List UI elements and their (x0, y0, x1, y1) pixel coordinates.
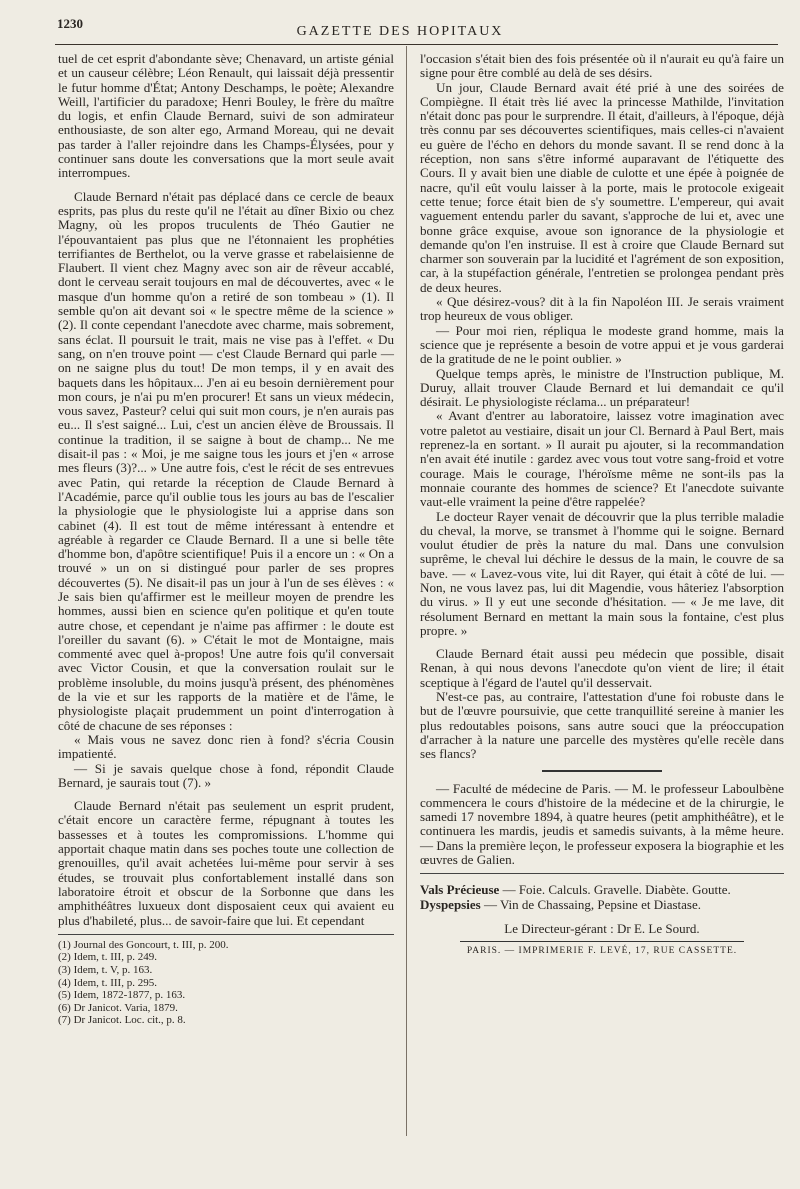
paragraph: Quelque temps après, le ministre de l'Instruction publique, M. Duruy, allait trouver Claude Bernard et lui demandait ce qu'il désirait. Le physiologiste réclama... un préparateur! (420, 365, 784, 410)
header-rule (55, 44, 778, 45)
paragraph: Claude Bernard n'était pas déplacé dans ce cercle de beaux esprits, pas plus du reste qu'il ne l'était au dîner Bixio ou chez Magny, où les propos truculents de Théo Gautier ne l'épouvantaient pas plus que ne l'étonnaient les prophéties terrifiantes de Berthelot, ou la verve grasse et rabelaisienne de Flaubert. Il vient chez Magny avec son air de rêveur accablé, dont le cerveau serait toujours en mal de découvertes, avec « le masque d'un homme qu'on a retiré de son tombeau » (1). Il semble qu'on ait devant soi « le spectre même de la science » (2). Il conte cependant l'anecdote avec charme, mais sobrement, sans éclat. Il poursuit le trait, mais ne vise pas à l'effet. « Du sang, on n'en trouve point — c'est Claude Bernard qui parle — on ne saigne plus du tout! De mon temps, il y en avait des baquets dans les hôpitaux... J'en ai eu besoin dernièrement pour mon cours, je n'ai pu m'en procurer! Et sans un vieux médecin, vous savez, Pasteur? celui qui suit mon cours, je n'en aurais pas eu... Il s'est saigné... Lui, c'est un ancien élève de Broussais. Il continue la tradition, il se saigne à bout de champ... Ne me disait-il pas : « Moi, je me saigne tous les jours et j'en « arrose mes fleurs (3)?... » Une autre fois, c'est le récit de ses entrevues avec Patin, qui retarde la réception de Claude Bernard à l'Académie, parce qu'il oublie tous les jours au bas de l'escalier la physiologie que le physiologiste lui a apprise dans son cabinet (4). Il est tout de même intéressant à entendre et agréable à regarder ce Claude Bernard. Il a une si belle tête d'homme bon, d'apôtre scientifique! Puis il a encore un : « On a trouvé » un on si distingué pour parler de ses propres découvertes (5). Ne disait-il pas un jour à l'un de ses élèves : « Je sais bien qu'affirmer est le meilleur moyen de prendre les hommes, aussi bien en science qu'en politique et qu'en toute autre chose, et cependant je n'aime pas affirmer : le doute est l'oreiller du savant (6). » C'était le mot de Montaigne, mais commenté avec quel à-propos! Une autre fois qu'il conversait avec Victor Cousin, et que la conversation roulait sur le problème insoluble, du moins jusqu'à présent, des phénomènes de la vie et sur les rapports de la matière et de l'âme, le physiologiste plaçait prudemment un point d'interrogation à côté de chacune de ses réponses : (58, 188, 394, 733)
printer-rule (460, 941, 744, 942)
advertisement (420, 882, 784, 912)
ad-text: — Vin de Chassaing, Pepsine et Diastase. (480, 897, 701, 913)
paragraph: « Avant d'entrer au laboratoire, laissez votre imagination avec votre paletot au vestiaire, disait un jour Cl. Bernard à Paul Bert, mais reprenez-la en sortant. » Il aurait pu ajouter, si la recommandation n'en avait été inutile : gardez avec vous tout votre sang-froid et votre courage. Mais le courage, l'héroïsme même ne sont-ils pas la monnaie courante des hommes de science? Et l'anecdote suivante vaut-elle vraiment la peine d'être rappelée? (420, 408, 784, 510)
paragraph: l'occasion s'était bien des fois présentée où il n'aurait eu qu'à faire un signe pour être comblé au delà de ses désirs. (420, 51, 784, 81)
ad-brand: Dyspepsies (420, 897, 481, 913)
footnote: (3) Idem, t. V, p. 163. (58, 964, 153, 976)
paragraph: Un jour, Claude Bernard avait été prié à une des soirées de Compiègne. Il était très lié avec la princesse Mathilde, l'invitation n'était donc pas pour le surprendre. Il était, d'ailleurs, à l'époque, déjà très connu par ses découvertes scientifiques, mais celles-ci n'avaient eu guère de l'écho en dehors du monde savant. Il se rend donc à la réception, non sans s'être informé auparavant de l'étiquette des Cours. Il y avait bien une diable de culotte et une épée à poignée de nacre, qu'il eût voulu laisser à la porte, mais le protocole exigeait cette tenue; force était bien de s'y soumettre. L'empereur, qui avait vaguement entendu parler du savant, s'approche de lui et, avec une bonne grâce exquise, avoue son ignorance de la physiologie et demande qu'on l'en instruise. Il est à croire que Claude Bernard sut charmer son souverain par la lucidité et l'agrément de son exposition, car, à la stupéfaction générale, l'entretien se prolongea pendant près de deux heures. (420, 79, 784, 295)
director-signature: Le Directeur-gérant : Dr E. Le Sourd. (504, 921, 700, 937)
paragraph: Claude Bernard n'était pas seulement un esprit prudent, c'était encore un caractère ferme, répugnant à toutes les bassesses et à toutes les compromissions. L'homme qui apportait chaque matin dans ses poches toute une collection de grenouilles, qu'il avait achetées lui-même pour servir à ses études, se trouvait plus confortablement installé dans son laboratoire étroit et obscur de la Sorbonne que dans les amphithéâtres luxueux dont disposaient ceux qui avaient eu plus d'habileté, plus... de savoir-faire que lui. Et cependant (58, 798, 394, 928)
footnotes (58, 939, 394, 1027)
ad-line (420, 882, 784, 897)
footnote: (7) Dr Janicot. Loc. cit., p. 8. (58, 1014, 186, 1027)
paragraph: — Pour moi rien, répliqua le modeste grand homme, mais la science que je représente a besoin de votre appui et je vous garderai de la gratitude de ne le point oublier. » (420, 322, 784, 367)
faculty-notice: — Faculté de médecine de Paris. — M. le professeur Laboulbène commencera le cours d'histoire de la médecine et de la chirurgie, le samedi 17 novembre 1894, à quatre heures (petit amphithéâtre), et le continuera les mardis, jeudis et samedis suivants, à la même heure. — Dans la première leçon, le professeur exposera la biographie et les œuvres de Galien. (420, 780, 784, 868)
paragraph: tuel de cet esprit d'abondante sève; Chenavard, un artiste génial et un causeur célèbre; Léon Renault, qui laissait déjà pressentir le futur homme d'État; Antony Deschamps, le poète; Alexandre Weill, l'artificier du paradoxe; Henri Bouley, le frère du maître du logis, et enfin Claude Bernard, suivi de son admirateur enthousiaste, de son alter ego, Armand Moreau, qui ne devait pas tarder à l'aller rejoindre dans les Champs-Élysées, pour y continuer sans doute les conversations que la mort seule avait interrompues. (58, 51, 394, 181)
ad-brand: Vals Précieuse (420, 882, 500, 898)
footnote: (4) Idem, t. III, p. 295. (58, 976, 157, 989)
paragraph: « Que désirez-vous? dit à la fin Napoléon III. Je serais vraiment trop heureux de vous obliger. (420, 294, 784, 324)
footnote-rule (58, 934, 394, 935)
footnote: (2) Idem, t. III, p. 249. (58, 951, 157, 964)
right-column (420, 52, 784, 958)
footnote: (6) Dr Janicot. Varia, 1879. (58, 1001, 178, 1014)
footnote: (5) Idem, 1872-1877, p. 163. (58, 989, 186, 1002)
running-title: GAZETTE DES HOPITAUX (296, 24, 504, 39)
section-separator (542, 770, 662, 772)
column-divider (406, 46, 407, 1136)
paragraph: — Si je savais quelque chose à fond, répondit Claude Bernard, je saurais tout (7). » (58, 760, 394, 790)
footnote: (1) Journal des Goncourt, t. III, p. 200. (58, 938, 229, 951)
ad-line (420, 897, 784, 912)
paragraph: Claude Bernard était aussi peu médecin que possible, disait Renan, à qui nous devons l'anecdote qu'on vient de lire; il était sceptique à l'égard de l'autel qu'il desservait. (420, 646, 784, 690)
page-number: 1230 (57, 16, 83, 31)
ad-text: — Foie. Calculs. Gravelle. Diabète. Goutte. (499, 882, 731, 898)
printer-line: PARIS. — IMPRIMERIE F. LEVÉ, 17, RUE CASSETTE. (466, 945, 738, 956)
paragraph: Le docteur Rayer venait de découvrir que la plus terrible maladie du cheval, la morve, se transmet à l'homme qui le soigne. Bernard voulut étudier de près la nature du mal. Dans une convulsion suprême, le cheval lui déchire le dessus de la main, le couvre de sa bave. — « Lavez-vous vite, lui dit Rayer, qui était à côté de lui. — Non, ne vous lavez pas, lui dit Magendie, vous hâteriez l'absorption du virus. » Il y eut une seconde d'hésitation. — « Je me lave, dit résolument Bernard en mettant la main sous la fontaine, c'est plus propre. » (420, 508, 784, 638)
paragraph: « Mais vous ne savez donc rien à fond? s'écria Cousin impatienté. (58, 731, 394, 762)
paragraph: N'est-ce pas, au contraire, l'attestation d'une foi robuste dans le but de l'œuvre poursuivie, que cette tranquillité sereine à manier les plus redoutables poisons, sans autre souci que la préoccupation d'arracher à la nature une parcelle des mystères qu'elle recèle dans ses flancs? (420, 689, 784, 762)
ad-rule (420, 873, 784, 874)
left-column (58, 52, 394, 1027)
